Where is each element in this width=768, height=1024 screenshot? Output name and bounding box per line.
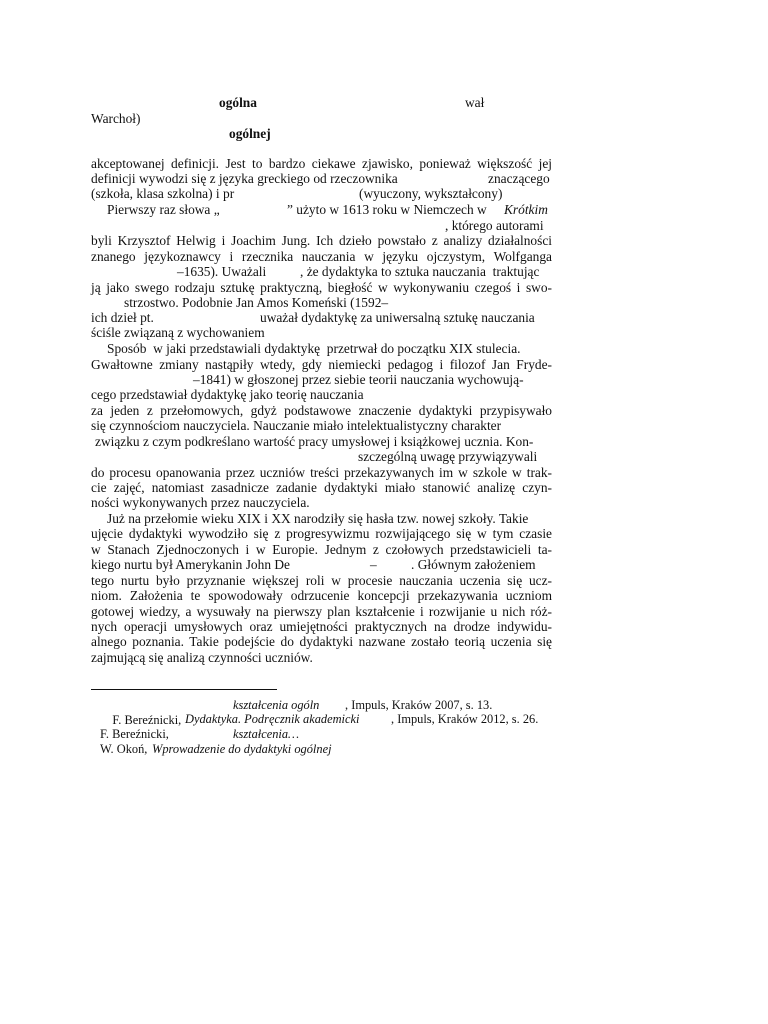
body-line: znanego językoznawcy i rzecznika nauczania w języku ojczystym, Wolfganga — [91, 249, 552, 264]
body-line: Krótkim — [504, 202, 548, 217]
body-line: –1635). Uważali — [177, 264, 267, 279]
body-line: definicji wywodzi się z języka greckiego od rzeczownika — [91, 171, 398, 186]
body-line: Już na przełomie wieku XIX i XX narodziły się hasła tzw. nowej szkoły. Takie — [107, 511, 529, 526]
body-line: zajmującą się analizą czynności uczniów. — [91, 650, 313, 665]
body-line: tego nurtu było przyznanie większej roli w procesie nauczania uczenia się ucz- — [91, 573, 552, 588]
body-line: gotowej wiedzy, a wysuwały na pierwszy plan kształcenie i rozwijanie u nich róż- — [91, 604, 552, 619]
body-line: związku z czym podkreślano wartość pracy umysłowej i książkowej ucznia. Kon- — [95, 434, 534, 449]
body-line: Gwałtowne zmiany nastąpiły wtedy, gdy niemiecki pedagog i filozof Jan Fryde- — [91, 357, 552, 372]
body-line: kiego nurtu był Amerykanin John De — [91, 557, 290, 572]
footnote-4-author: W. Okoń, — [100, 742, 148, 756]
body-line: , że dydaktyka to sztuka nauczania traktując — [300, 264, 540, 279]
footnote-separator — [91, 689, 277, 690]
heading-fragment-wal: wał — [465, 95, 485, 110]
body-line: Sposób w jaki przedstawiali dydaktykę przetrwał do początku XIX stulecia. — [107, 341, 521, 356]
body-line: nych operacji umysłowych oraz umiejętności praktycznych na drodze indywidu- — [91, 619, 552, 634]
heading-fragment-ogolnej: ogólnej — [229, 126, 271, 141]
body-line: (wyuczony, wykształcony) — [359, 186, 503, 201]
body-line: ujęcie dydaktyki wywodziło się z progresywizmu rozwijającego się w tym czasie — [91, 526, 552, 541]
body-line: cie zajęć, natomiast zasadnicze zadanie dydaktyki miało stanowić analizę czyn- — [91, 480, 552, 495]
body-line: znaczącego — [488, 171, 550, 186]
body-line: Pierwszy raz słowa „ — [107, 202, 220, 217]
footnote-4-title: Wprowadzenie do dydaktyki ogólnej — [152, 742, 332, 756]
body-line: się czynnościom nauczyciela. Nauczanie miało intelektualistyczny charakter — [91, 418, 502, 433]
footnote-3-author: F. Bereźnicki, — [100, 727, 169, 741]
body-line: ją jako swego rodzaju sztukę praktyczną, biegłość w wykonywaniu czegoś i swo- — [91, 280, 552, 295]
heading-fragment-warchol: Warchoł) — [91, 111, 141, 126]
body-line: uważał dydaktykę za uniwersalną sztukę nauczania — [260, 310, 535, 325]
body-line: ” użyto w 1613 roku w Niemczech w — [287, 202, 487, 217]
body-line: (szkoła, klasa szkolna) i pr — [91, 186, 235, 201]
footnote-3-title: kształcenia… — [233, 727, 300, 741]
heading-fragment-ogolna: ogólna — [219, 95, 257, 110]
body-line: byli Krzysztof Helwig i Joachim Jung. Ich dzieło powstało z analizy działalności — [91, 233, 552, 248]
body-line: za jeden z przełomowych, gdyż podstawowe znaczenie dydaktyki przypisywało — [91, 403, 552, 418]
body-line: niom. Założenia te spowodowały odrzucenie koncepcji przekazywania uczniom — [91, 588, 552, 603]
body-line: alnego poznania. Takie podejście do dydaktyki nazwane zostało teorią uczenia się — [91, 634, 552, 649]
body-line: – — [370, 557, 377, 572]
body-line: –1841) w głoszonej przez siebie teorii nauczania wychowują- — [193, 372, 524, 387]
footnote-2-text: , Impuls, Kraków 2012, s. 26. — [391, 712, 539, 726]
footnote-author: F. Bereźnicki, — [112, 713, 182, 727]
body-line: ich dzieł pt. — [91, 310, 154, 325]
body-line: strzostwo. Podobnie Jan Amos Komeński (1592– — [124, 295, 389, 310]
body-line: , którego autorami — [445, 218, 544, 233]
footnote-2-title: Dydaktyka. Podręcznik akademicki — [185, 712, 360, 726]
body-line: . Głównym założeniem — [411, 557, 536, 572]
body-line: do procesu opanowania przez uczniów treści przekazywanych im w szkole w trak- — [91, 465, 552, 480]
footnote-title: kształcenia ogóln — [233, 698, 320, 712]
body-line: w Stanach Zjednoczonych i w Europie. Jednym z czołowych przedstawicieli ta- — [91, 542, 552, 557]
body-line: ściśle związaną z wychowaniem — [91, 325, 265, 340]
body-line: akceptowanej definicji. Jest to bardzo ciekawe zjawisko, ponieważ większość jej — [91, 156, 552, 171]
body-line: szczególną uwagę przywiązywali — [358, 449, 538, 464]
body-line: ności wykonywanych przez nauczyciela. — [91, 495, 310, 510]
footnote-text: , Impuls, Kraków 2007, s. 13. — [345, 698, 493, 712]
body-line: cego przedstawiał dydaktykę jako teorię nauczania — [91, 387, 364, 402]
